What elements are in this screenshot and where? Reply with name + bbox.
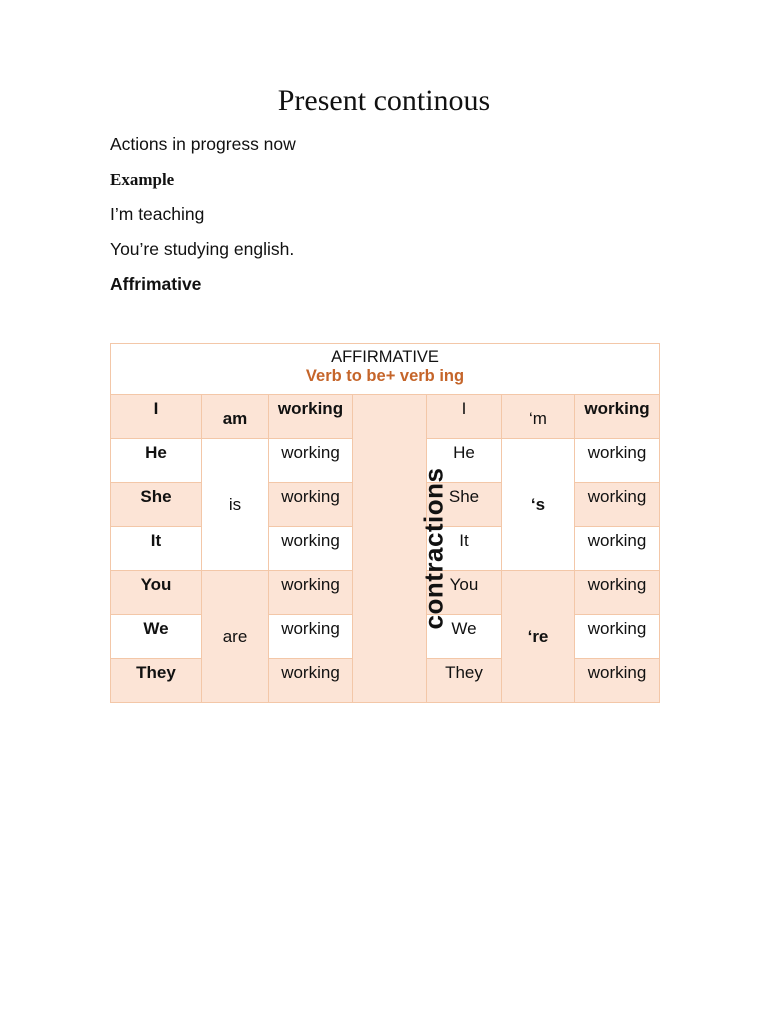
affirmative-heading: Affrimative [110,274,202,294]
subject-cell: He [427,439,502,483]
page-title: Present continous [277,84,491,117]
subject-cell: I [427,395,502,439]
example-heading: Example [110,170,175,189]
working-cell: working [575,615,660,659]
intro-text: Actions in progress now [110,134,296,154]
working-cell: working [269,571,353,615]
contraction-cell-m: ‘m [502,395,575,439]
verb-cell-am: am [202,395,269,439]
subject-cell: You [111,571,202,615]
verb-cell-is: is [202,439,269,571]
subject-cell: We [111,615,202,659]
conjugation-table [110,343,660,703]
table-header-title: AFFIRMATIVE [331,348,439,366]
subject-cell: She [111,483,202,527]
working-cell: working [575,659,660,703]
table-header-subtitle: Verb to be+ verb ing [305,367,465,385]
subject-cell: They [111,659,202,703]
working-cell: working [575,483,660,527]
subject-cell: We [427,615,502,659]
contractions-label: contractions [418,467,449,630]
working-cell: working [269,439,353,483]
working-cell: working [269,659,353,703]
subject-cell: I [111,395,202,439]
subject-cell: It [111,527,202,571]
working-cell: working [269,615,353,659]
example-1: I’m teaching [110,204,205,224]
subject-cell: You [427,571,502,615]
contraction-cell-re: ‘re [502,571,575,703]
working-cell: working [269,483,353,527]
working-cell: working [269,527,353,571]
verb-cell-are: are [202,571,269,703]
subject-cell: They [427,659,502,703]
example-2: You’re studying english. [110,239,295,259]
table-header [111,344,660,395]
working-cell: working [575,527,660,571]
working-cell: working [575,571,660,615]
subject-cell: He [111,439,202,483]
contractions-divider [353,395,449,703]
working-cell: working [269,395,353,439]
subject-cell: It [427,527,502,571]
working-cell: working [575,439,660,483]
subject-cell: She [427,483,502,527]
contraction-cell-s: ‘s [502,439,575,571]
working-cell: working [575,395,660,439]
